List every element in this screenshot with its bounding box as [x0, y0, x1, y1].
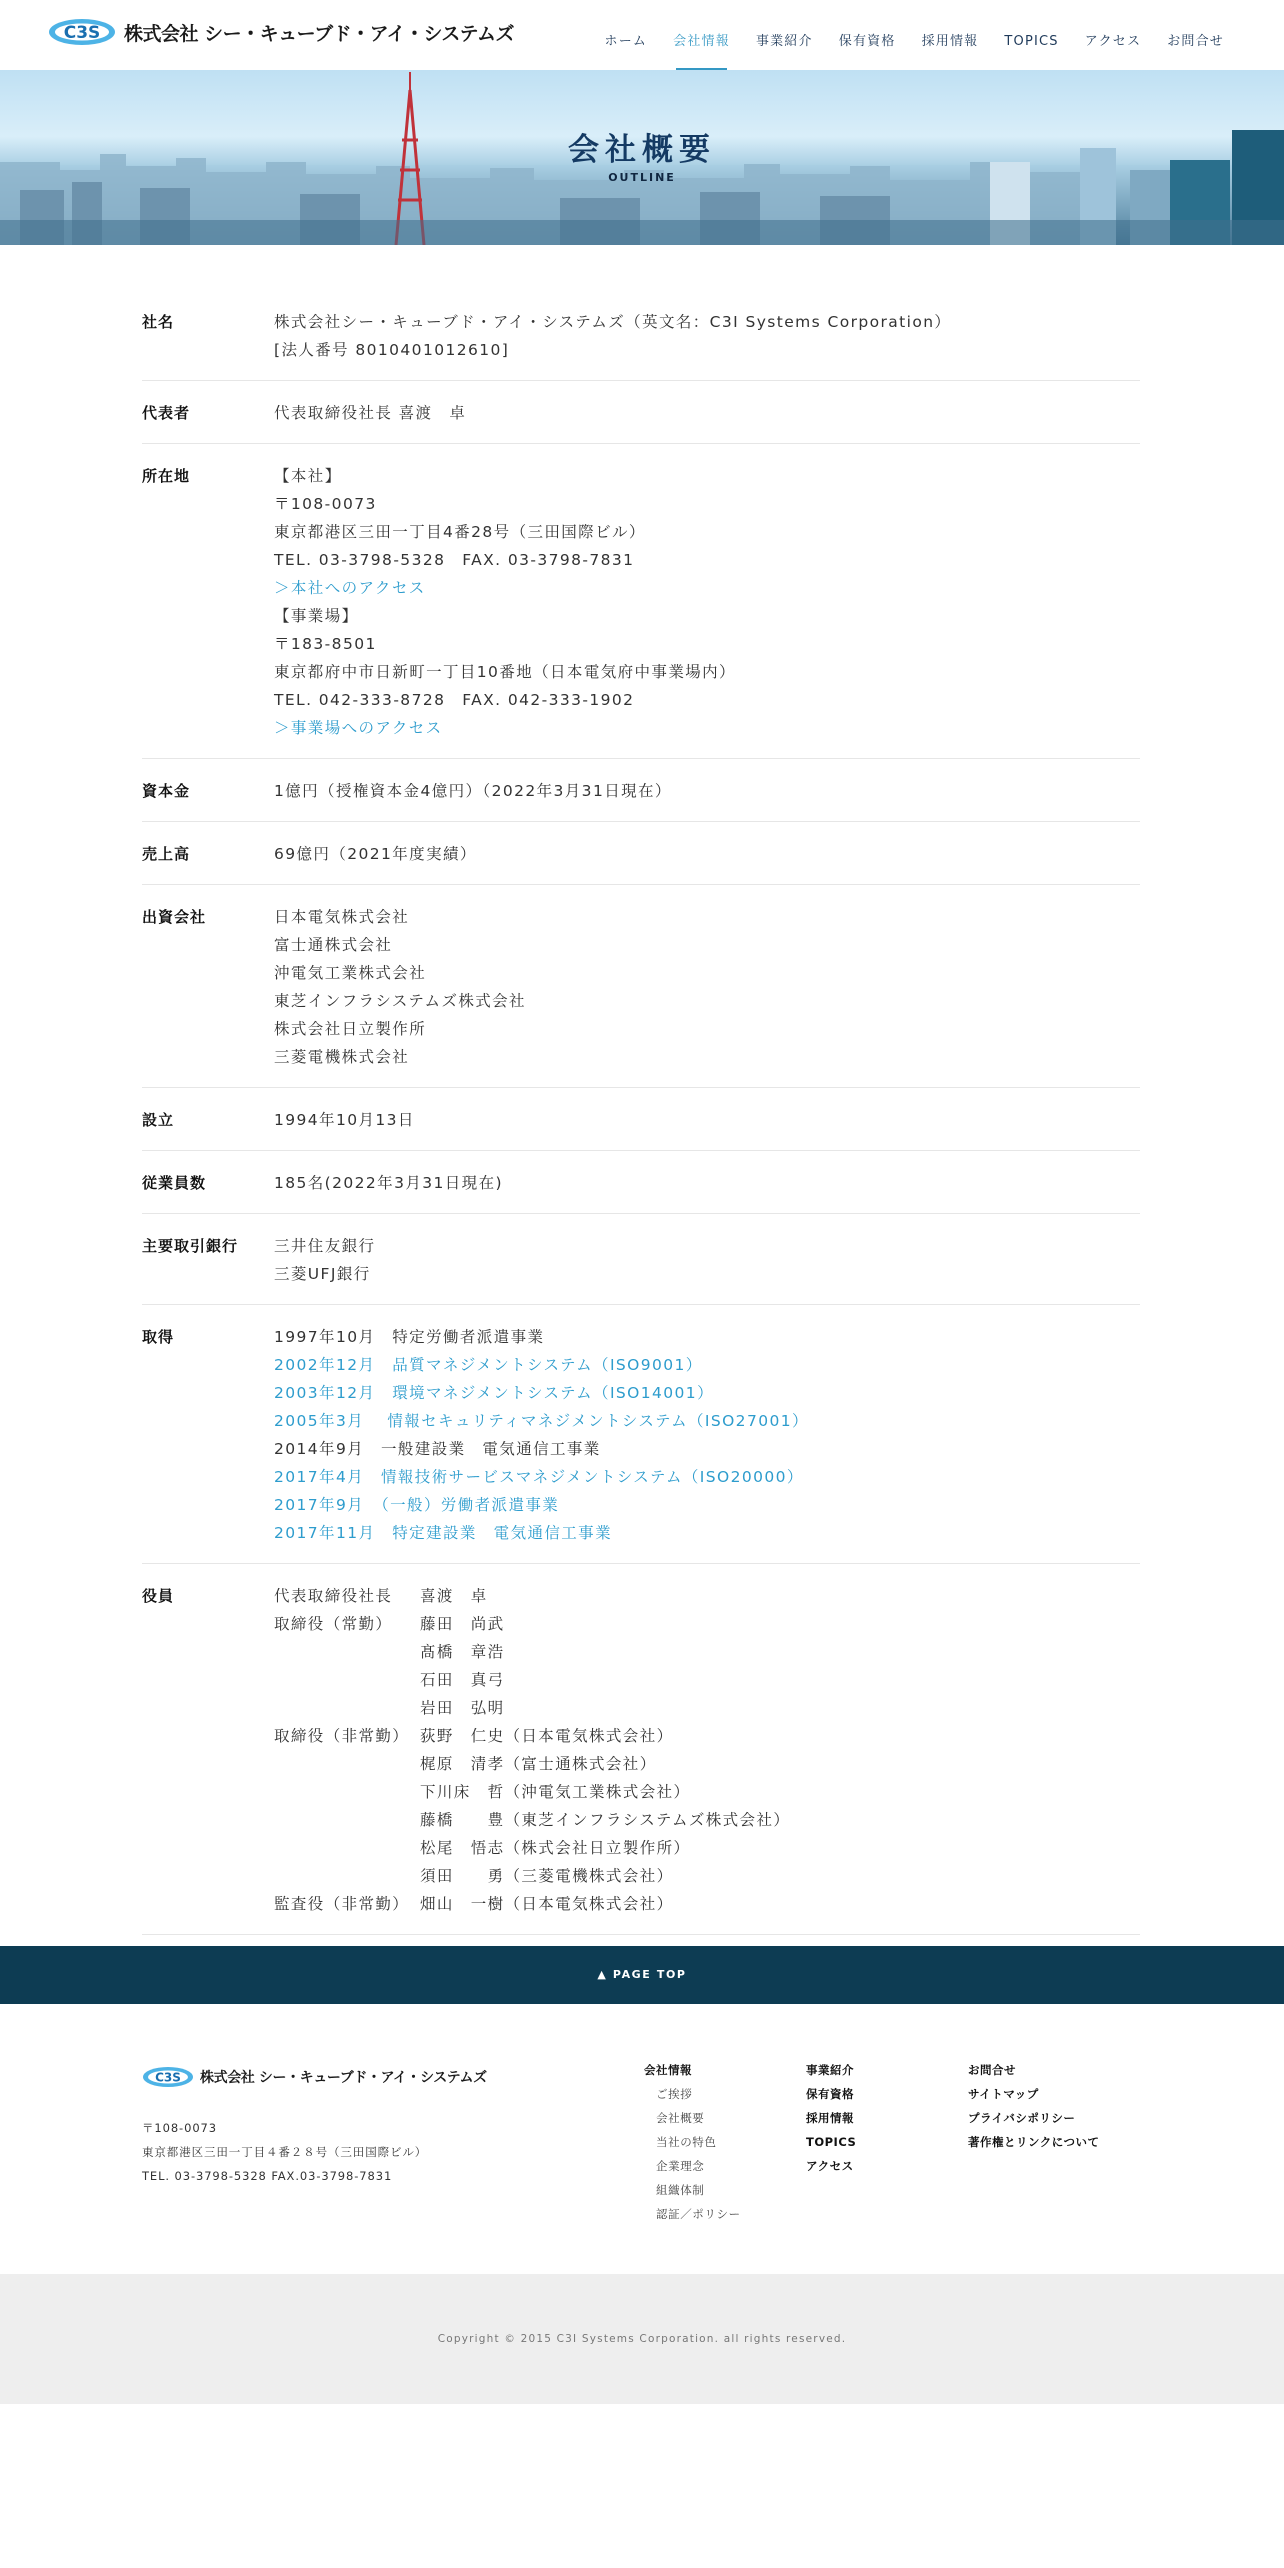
footer-link[interactable]: 事業紹介: [806, 2063, 854, 2077]
row-label: 取得: [142, 1328, 175, 1346]
global-nav: [579, 0, 1224, 70]
officer-title: [274, 1834, 420, 1862]
footer-link[interactable]: サイトマップ: [968, 2087, 1039, 2101]
officer-row: [274, 1890, 1140, 1918]
site-header: [0, 0, 1284, 71]
footer-logo[interactable]: [142, 2066, 487, 2088]
row-label: 所在地: [142, 467, 191, 485]
nav-recruit[interactable]: 採用情報: [921, 34, 979, 49]
officer-row: [274, 1610, 1140, 1638]
svg-text:C3S: C3S: [155, 2070, 181, 2085]
c3s-logo-icon: [142, 2066, 194, 2088]
nav-home[interactable]: ホーム: [604, 34, 648, 49]
row-label: 売上高: [142, 845, 191, 863]
row-value: 東芝インフラシステムズ株式会社: [274, 992, 526, 1010]
officer-title: [274, 1666, 420, 1694]
officer-title: 監査役（非常勤）: [274, 1895, 410, 1913]
footer-address-line: TEL. 03-3798-5328 FAX.03-3798-7831: [142, 2169, 393, 2183]
officer-name: 石田 真弓: [420, 1671, 505, 1689]
row-value: 東京都府中市日新町一丁目10番地（日本電気府中事業場内）: [274, 663, 736, 681]
row-value: 株式会社日立製作所: [274, 1020, 427, 1038]
footer-sublink[interactable]: ご挨拶: [656, 2087, 693, 2101]
page-subtitle: OUTLINE: [608, 171, 676, 184]
nav-company[interactable]: 会社情報: [673, 0, 730, 70]
officer-row: [274, 1806, 1140, 1834]
nav-business[interactable]: 事業紹介: [755, 34, 813, 49]
officer-name: 須田 勇（三菱電機株式会社）: [420, 1867, 674, 1885]
row-label: 資本金: [142, 782, 191, 800]
hero-banner: [0, 70, 1284, 245]
officer-title: 取締役（常勤）: [274, 1615, 393, 1633]
officer-row: [274, 1862, 1140, 1890]
row-label: 従業員数: [142, 1174, 207, 1192]
footer-link[interactable]: お問合せ: [968, 2063, 1016, 2077]
officer-name: 岩田 弘明: [420, 1699, 505, 1717]
row-label: 主要取引銀行: [142, 1237, 239, 1255]
officer-row: [274, 1582, 1140, 1610]
table-row: [142, 1564, 1140, 1935]
footer-nav-main: [806, 2058, 856, 2178]
table-row: [142, 822, 1140, 885]
row-value: [法人番号 8010401012610]: [274, 341, 510, 359]
nav-qualifications[interactable]: 保有資格: [838, 34, 896, 49]
footer-sublink[interactable]: 会社概要: [656, 2111, 705, 2125]
officer-title: 取締役（非常勤）: [274, 1727, 410, 1745]
officer-name: 松尾 悟志（株式会社日立製作所）: [420, 1839, 691, 1857]
footer-address: [142, 2116, 427, 2188]
row-value: 株式会社シー・キューブド・アイ・システムズ（英文名：C3I Systems Corporation）: [274, 313, 952, 331]
officer-name: 荻野 仁史（日本電気株式会社）: [420, 1727, 674, 1745]
row-value: TEL. 03-3798-5328 FAX. 03-3798-7831: [274, 551, 635, 569]
officer-title: [274, 1862, 420, 1890]
footer-nav-other: [968, 2058, 1100, 2154]
row-value: 69億円（2021年度実績）: [274, 845, 477, 863]
officer-name: 梶原 清孝（富士通株式会社）: [420, 1755, 657, 1773]
officer-title: [274, 1638, 420, 1666]
row-value: 東京都港区三田一丁目4番28号（三田国際ビル）: [274, 523, 646, 541]
officer-row: [274, 1638, 1140, 1666]
footer-link[interactable]: プライバシポリシー: [968, 2111, 1076, 2125]
hq-access-link[interactable]: ＞本社へのアクセス: [274, 579, 426, 597]
table-row: [142, 1088, 1140, 1151]
footer-address-line: 東京都港区三田一丁目４番２８号（三田国際ビル）: [142, 2145, 428, 2159]
row-value: 三井住友銀行: [274, 1237, 376, 1255]
footer-nav-company: [644, 2058, 741, 2226]
officer-name: 畑山 一樹（日本電気株式会社）: [420, 1895, 674, 1913]
row-value: 〒108-0073: [274, 495, 377, 513]
officer-row: [274, 1722, 1140, 1750]
table-row: [142, 1151, 1140, 1214]
footer-sublink[interactable]: 組織体制: [656, 2183, 705, 2197]
row-label: 社名: [142, 313, 175, 331]
officer-name: 藤田 尚武: [420, 1615, 505, 1633]
row-value: 三菱UFJ銀行: [274, 1265, 371, 1283]
site-access-link[interactable]: ＞事業場へのアクセス: [274, 719, 443, 737]
cert-link[interactable]: 2002年12月 品質マネジメントシステム（ISO9001）: [274, 1356, 703, 1374]
officer-title: 代表取締役社長: [274, 1587, 393, 1605]
row-value: 日本電気株式会社: [274, 908, 410, 926]
table-row: [142, 1214, 1140, 1305]
officer-row: [274, 1666, 1140, 1694]
nav-topics[interactable]: TOPICS: [1004, 34, 1059, 49]
row-label: 設立: [142, 1111, 175, 1129]
row-value: 【事業場】: [274, 607, 359, 625]
footer-sublink[interactable]: 企業理念: [656, 2159, 705, 2173]
c3s-logo-icon: [48, 17, 116, 47]
row-value: 【本社】: [274, 467, 342, 485]
row-value: 代表取締役社長 喜渡 卓: [274, 404, 467, 422]
footer-link-company[interactable]: 会社情報: [644, 2063, 692, 2077]
row-value: 三菱電機株式会社: [274, 1048, 410, 1066]
logo-text: 株式会社 シー・キューブド・アイ・システムズ: [124, 22, 515, 45]
row-label: 代表者: [142, 404, 191, 422]
page-top-button[interactable]: ▲ PAGE TOP: [0, 1946, 1284, 2004]
cert-link[interactable]: 2017年9月 （一般）労働者派遣事業: [274, 1496, 560, 1514]
footer-address-line: 〒108-0073: [142, 2121, 217, 2135]
footer-link[interactable]: 保有資格: [806, 2087, 854, 2101]
officer-name: 髙橋 章浩: [420, 1643, 505, 1661]
cert-item: 2014年9月 一般建設業 電気通信工事業: [274, 1440, 601, 1458]
officer-title: [274, 1806, 420, 1834]
row-label: 役員: [142, 1587, 175, 1605]
table-row: [142, 1305, 1140, 1564]
footer-link[interactable]: 採用情報: [806, 2111, 854, 2125]
table-row: [142, 759, 1140, 822]
officer-row: [274, 1694, 1140, 1722]
footer-sublink[interactable]: 認証／ポリシー: [656, 2207, 741, 2221]
row-value: 1億円（授権資本金4億円）（2022年3月31日現在）: [274, 782, 672, 800]
officer-name: 下川床 哲（沖電気工業株式会社）: [420, 1783, 691, 1801]
footer-link[interactable]: アクセス: [806, 2159, 854, 2173]
officer-title: [274, 1778, 420, 1806]
row-value: 185名(2022年3月31日現在): [274, 1174, 503, 1192]
officer-row: [274, 1834, 1140, 1862]
nav-contact[interactable]: お問合せ: [1167, 34, 1224, 49]
svg-text:C3S: C3S: [63, 23, 101, 43]
row-value: TEL. 042-333-8728 FAX. 042-333-1902: [274, 691, 635, 709]
table-row: [142, 381, 1140, 444]
officer-name: 喜渡 卓: [420, 1587, 488, 1605]
row-value: 1994年10月13日: [274, 1111, 415, 1129]
cert-link[interactable]: 2017年4月 情報技術サービスマネジメントシステム（ISO20000）: [274, 1468, 804, 1486]
nav-access[interactable]: アクセス: [1084, 34, 1142, 49]
page-title: 会社概要: [568, 132, 716, 168]
table-row: [142, 290, 1140, 381]
officer-row: [274, 1750, 1140, 1778]
cert-link[interactable]: 2003年12月 環境マネジメントシステム（ISO14001）: [274, 1384, 714, 1402]
footer-sublink[interactable]: 当社の特色: [656, 2135, 717, 2149]
row-value: 沖電気工業株式会社: [274, 964, 427, 982]
row-value: 富士通株式会社: [274, 936, 393, 954]
footer-link[interactable]: TOPICS: [806, 2135, 857, 2149]
officer-title: [274, 1750, 420, 1778]
officer-name: 藤橋 豊（東芝インフラシステムズ株式会社）: [420, 1811, 791, 1829]
site-footer: [0, 2004, 1284, 2274]
table-row: [142, 444, 1140, 759]
row-label: 出資会社: [142, 908, 207, 926]
copyright: Copyright © 2015 C3I Systems Corporation. all rights reserved.: [0, 2274, 1284, 2404]
row-value: 〒183-8501: [274, 635, 377, 653]
footer-link[interactable]: 著作権とリンクについて: [968, 2135, 1100, 2149]
company-outline-table: [142, 290, 1140, 1935]
cert-link[interactable]: 2017年11月 特定建設業 電気通信工事業: [274, 1524, 612, 1542]
site-logo[interactable]: [48, 17, 514, 47]
footer-logo-text: 株式会社 シー・キューブド・アイ・システムズ: [200, 2070, 487, 2086]
officer-row: [274, 1778, 1140, 1806]
cert-item: 1997年10月 特定労働者派遣事業: [274, 1328, 545, 1346]
officer-title: [274, 1694, 420, 1722]
table-row: [142, 885, 1140, 1088]
cert-link[interactable]: 2005年3月 情報セキュリティマネジメントシステム（ISO27001）: [274, 1412, 809, 1430]
